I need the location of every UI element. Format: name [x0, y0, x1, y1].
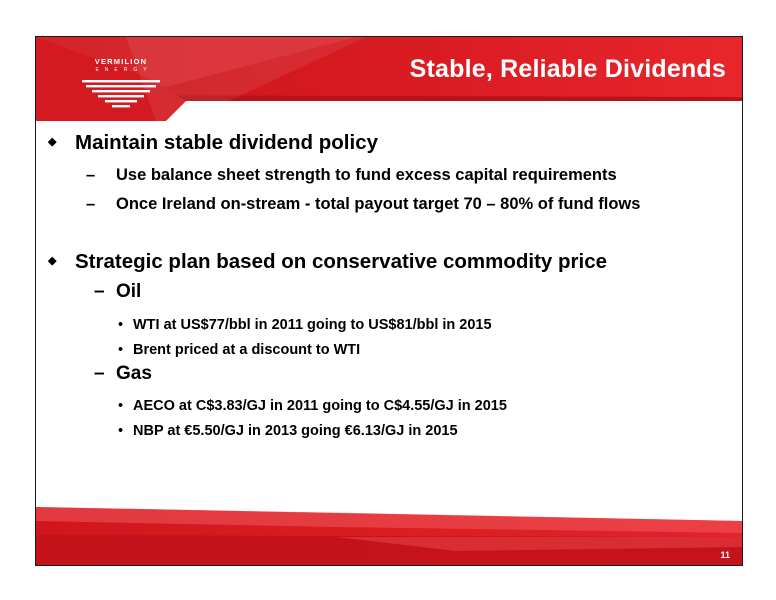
dot-marker: •	[118, 342, 124, 358]
page-number: 11	[720, 550, 730, 560]
dot-marker: •	[118, 398, 124, 414]
logo-wordmark: VERMILION	[94, 57, 148, 66]
vermilion-logo	[80, 55, 162, 115]
dash-marker: –	[86, 166, 96, 184]
bullet-text: Strategic plan based on conservative commodity price	[75, 250, 608, 273]
sub-sub-bullet-text: NBP at €5.50/GJ in 2013 going €6.13/GJ in 2015	[133, 423, 458, 439]
dash-marker: –	[94, 363, 105, 384]
slide-title: Stable, Reliable Dividends	[409, 55, 726, 83]
dot-marker: •	[118, 317, 124, 333]
bullet-text: Maintain stable dividend policy	[75, 131, 378, 154]
diamond-bullet-icon: ◆	[48, 255, 57, 267]
sub-sub-bullet-text: AECO at C$3.83/GJ in 2011 going to C$4.55/GJ in 2015	[133, 398, 507, 414]
sub-sub-bullet-text: Brent priced at a discount to WTI	[133, 342, 361, 358]
logo-subword: ENERGY	[95, 67, 153, 73]
footer-banner	[36, 507, 742, 565]
dot-marker: •	[118, 423, 124, 439]
slide	[35, 36, 743, 566]
dash-marker: –	[94, 281, 105, 302]
sub-bullet-text: Gas	[116, 363, 152, 384]
sub-bullet-text: Use balance sheet strength to fund excess capital requirements	[116, 166, 617, 184]
dash-marker: –	[86, 195, 96, 213]
logo-stripes-icon	[80, 79, 162, 113]
sub-bullet-text: Oil	[116, 281, 142, 302]
sub-bullet-text: Once Ireland on-stream - total payout target 70 – 80% of fund flows	[116, 195, 641, 213]
diamond-bullet-icon: ◆	[48, 136, 57, 148]
sub-sub-bullet-text: WTI at US$77/bbl in 2011 going to US$81/bbl in 2015	[133, 317, 492, 333]
